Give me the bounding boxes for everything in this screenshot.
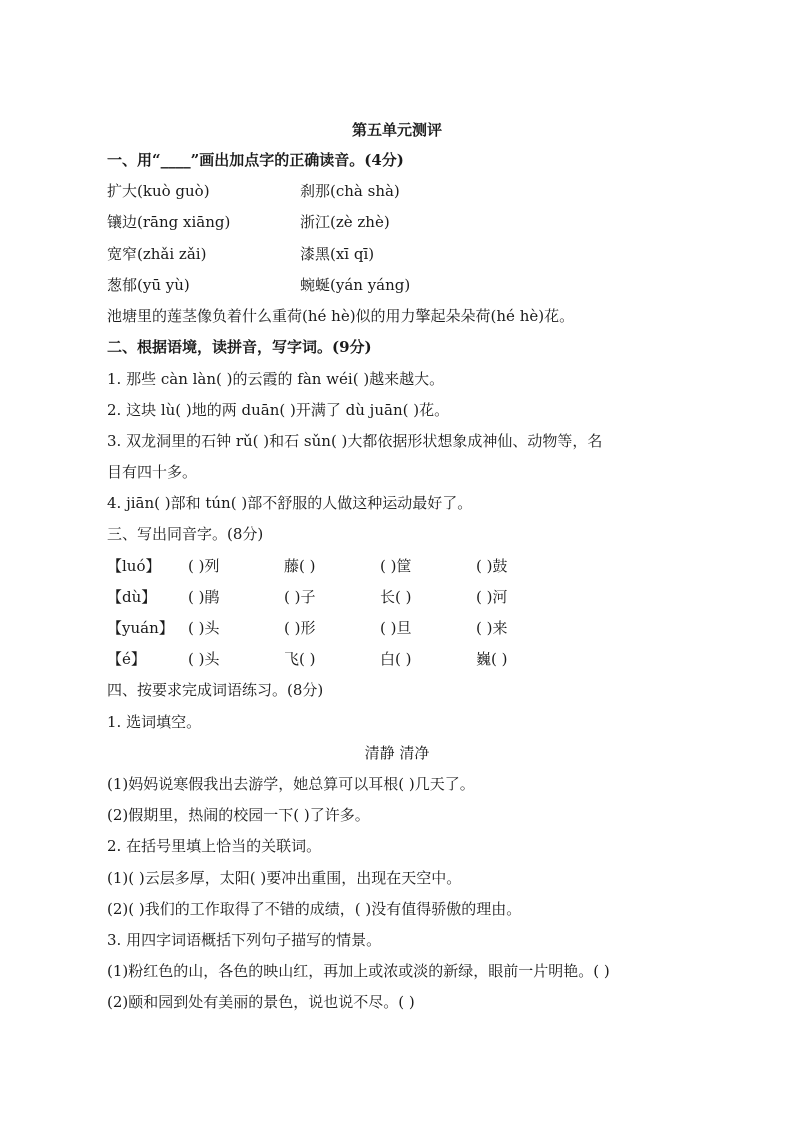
- sub-question-line: (2)( )我们的工作取得了不错的成绩，( )没有值得骄傲的理由。: [107, 900, 522, 918]
- section-2-line: 1. 那些 càn làn( )的云霞的 fàn wéi( )越来越大。: [107, 370, 445, 388]
- pinyin-item: 刹那(chà shà): [300, 182, 400, 200]
- sub-question-label: 3. 用四字词语概括下列句子描写的情景。: [107, 931, 382, 949]
- homophone-blank: ( )列: [188, 557, 220, 575]
- homophone-blank: ( )鹃: [188, 588, 220, 606]
- homophone-key: 【é】: [107, 650, 146, 668]
- sub-question-label: 2. 在括号里填上恰当的关联词。: [107, 837, 322, 855]
- homophone-blank: ( )头: [188, 619, 220, 637]
- pinyin-item: 蜿蜒(yán yáng): [300, 276, 411, 294]
- homophone-blank: 长( ): [380, 588, 412, 606]
- section-2-line: 目有四十多。: [107, 463, 198, 481]
- section-4-heading: 四、按要求完成词语练习。(8分): [107, 681, 324, 699]
- homophone-blank: ( )子: [284, 588, 316, 606]
- page-title: 第五单元测评: [351, 121, 442, 139]
- homophone-blank: 飞( ): [284, 650, 316, 668]
- pinyin-item: 镶边(rāng xiāng): [107, 213, 231, 231]
- homophone-blank: ( )鼓: [476, 557, 508, 575]
- sub-question-line: (2)假期里，热闹的校园一下( )了许多。: [107, 806, 370, 824]
- homophone-blank: 白( ): [380, 650, 412, 668]
- sub-question-line: (1)妈妈说寒假我出去游学，她总算可以耳根( )几天了。: [107, 775, 475, 793]
- homophone-key: 【dù】: [107, 588, 157, 606]
- homophone-blank: ( )筐: [380, 557, 412, 575]
- homophone-blank: 巍( ): [476, 650, 508, 668]
- homophone-blank: ( )头: [188, 650, 220, 668]
- homophone-blank: ( )河: [476, 588, 508, 606]
- sub-question-line: (1)( )云层多厚，太阳( )要冲出重围，出现在天空中。: [107, 869, 462, 887]
- section-2-line: 3. 双龙洞里的石钟 rǔ( )和石 sǔn( )大都依据形状想象成神仙、动物等，名: [107, 432, 603, 450]
- sub-question-line: (1)粉红色的山，各色的映山红，再加上或浓或淡的新绿，眼前一片明艳。( ): [107, 962, 610, 980]
- section-1-heading: 一、用“____”画出加点字的正确读音。(4分): [107, 151, 404, 169]
- sub-question-label: 1. 选词填空。: [107, 713, 202, 731]
- homophone-blank: ( )形: [284, 619, 316, 637]
- word-choices: 清静 清净: [364, 744, 430, 762]
- homophone-blank: 藤( ): [284, 557, 316, 575]
- pinyin-item: 浙江(zè zhè): [300, 213, 390, 231]
- homophone-blank: ( )旦: [380, 619, 412, 637]
- pinyin-item: 扩大(kuò guò): [107, 182, 210, 200]
- pinyin-item: 漆黑(xī qī): [300, 245, 375, 263]
- pinyin-item: 宽窄(zhǎi zǎi): [107, 245, 207, 263]
- section-1-sentence: 池塘里的莲茎像负着什么重荷(hé hè)似的用力擎起朵朵荷(hé hè)花。: [107, 307, 575, 325]
- section-2-line: 2. 这块 lù( )地的两 duān( )开满了 dù juān( )花。: [107, 401, 450, 419]
- section-2-line: 4. jiān( )部和 tún( )部不舒服的人做这种运动最好了。: [107, 494, 473, 512]
- pinyin-item: 葱郁(yū yù): [107, 276, 190, 294]
- section-3-heading: 三、写出同音字。(8分): [107, 525, 264, 543]
- section-2-heading: 二、根据语境，读拼音，写字词。(9分): [107, 338, 372, 356]
- homophone-blank: ( )来: [476, 619, 508, 637]
- homophone-key: 【yuán】: [107, 619, 174, 637]
- sub-question-line: (2)颐和园到处有美丽的景色，说也说不尽。( ): [107, 993, 415, 1011]
- homophone-key: 【luó】: [107, 557, 161, 575]
